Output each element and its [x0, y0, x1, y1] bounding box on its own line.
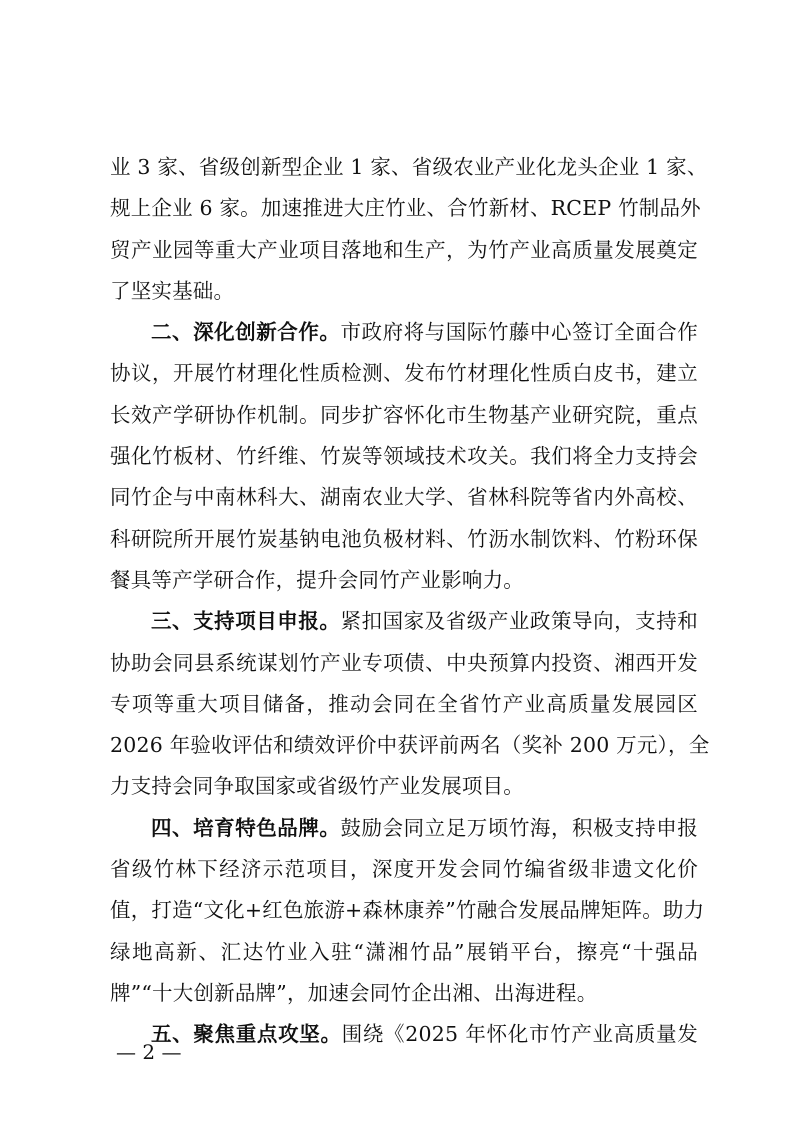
text-line: 2026 年验收评估和绩效评价中获评前两名（奖补 200 万元），全 — [110, 733, 710, 758]
section-heading: 二、深化创新合作。 — [151, 320, 341, 345]
text-line: 牌”“十大创新品牌”，加速会同竹企出湘、出海进程。 — [110, 980, 598, 1005]
text-line: 同竹企与中南林科大、湖南农业大学、省林科院等省内外高校、 — [110, 485, 698, 510]
text-line: 长效产学研协作机制。同步扩容怀化市生物基产业研究院，重点 — [110, 402, 698, 427]
text-line: 值，打造“文化+红色旅游+森林康养”竹融合发展品牌矩阵。助力 — [110, 898, 705, 923]
text-line — [110, 1014, 698, 1055]
text-line: 科研院所开展竹炭基钠电池负极材料、竹沥水制饮料、竹粉环保 — [110, 526, 698, 551]
text-run: 围绕《2025 年怀化市竹产业高质量发 — [341, 1022, 698, 1047]
text-line: 贸产业园等重大产业项目落地和生产，为竹产业高质量发展奠定 — [110, 237, 698, 262]
text-line — [110, 312, 698, 353]
text-line: 协议，开展竹材理化性质检测、发布竹材理化性质白皮书，建立 — [110, 361, 698, 386]
section-heading: 五、聚焦重点攻坚。 — [151, 1022, 342, 1047]
section-heading: 四、培育特色品牌。 — [151, 815, 341, 840]
text-line: 强化竹板材、竹纤维、竹炭等领域技术攻关。我们将全力支持会 — [110, 444, 698, 469]
paragraph — [110, 1014, 698, 1055]
text-line: 力支持会同争取国家或省级竹产业发展项目。 — [110, 774, 524, 799]
text-line: 业 3 家、省级创新型企业 1 家、省级农业产业化龙头企业 1 家、 — [110, 155, 708, 179]
text-line: 绿地高新、汇达竹业入驻“潇湘竹品”展销平台，擦亮“十强品 — [110, 939, 698, 964]
text-line: 了坚实基础。 — [110, 278, 235, 303]
text-line: 规上企业 6 家。加速推进大庄竹业、合竹新材、RCEP 竹制品外 — [110, 196, 701, 221]
paragraph — [110, 147, 708, 312]
text-run: 市政府将与国际竹藤中心签订全面合作 — [340, 320, 698, 345]
text-line — [110, 601, 698, 642]
text-line — [110, 808, 698, 849]
page-number: — 2 — — [116, 1040, 182, 1064]
text-line: 餐具等产学研合作，提升会同竹产业影响力。 — [110, 567, 524, 592]
text-line: 协助会同县系统谋划竹产业专项债、中央预算内投资、湘西开发 — [110, 650, 698, 675]
paragraph — [110, 312, 698, 601]
document-body — [110, 147, 710, 1056]
paragraph — [110, 601, 710, 807]
text-run: 紧扣国家及省级产业政策导向，支持和 — [340, 609, 698, 634]
section-heading: 三、支持项目申报。 — [151, 609, 341, 634]
text-line: 省级竹林下经济示范项目，深度开发会同竹编省级非遗文化价 — [110, 857, 698, 882]
text-line: 专项等重大项目储备，推动会同在全省竹产业高质量发展园区 — [110, 691, 698, 716]
text-run: 鼓励会同立足万顷竹海，积极支持申报 — [340, 815, 698, 840]
paragraph — [110, 808, 705, 1014]
